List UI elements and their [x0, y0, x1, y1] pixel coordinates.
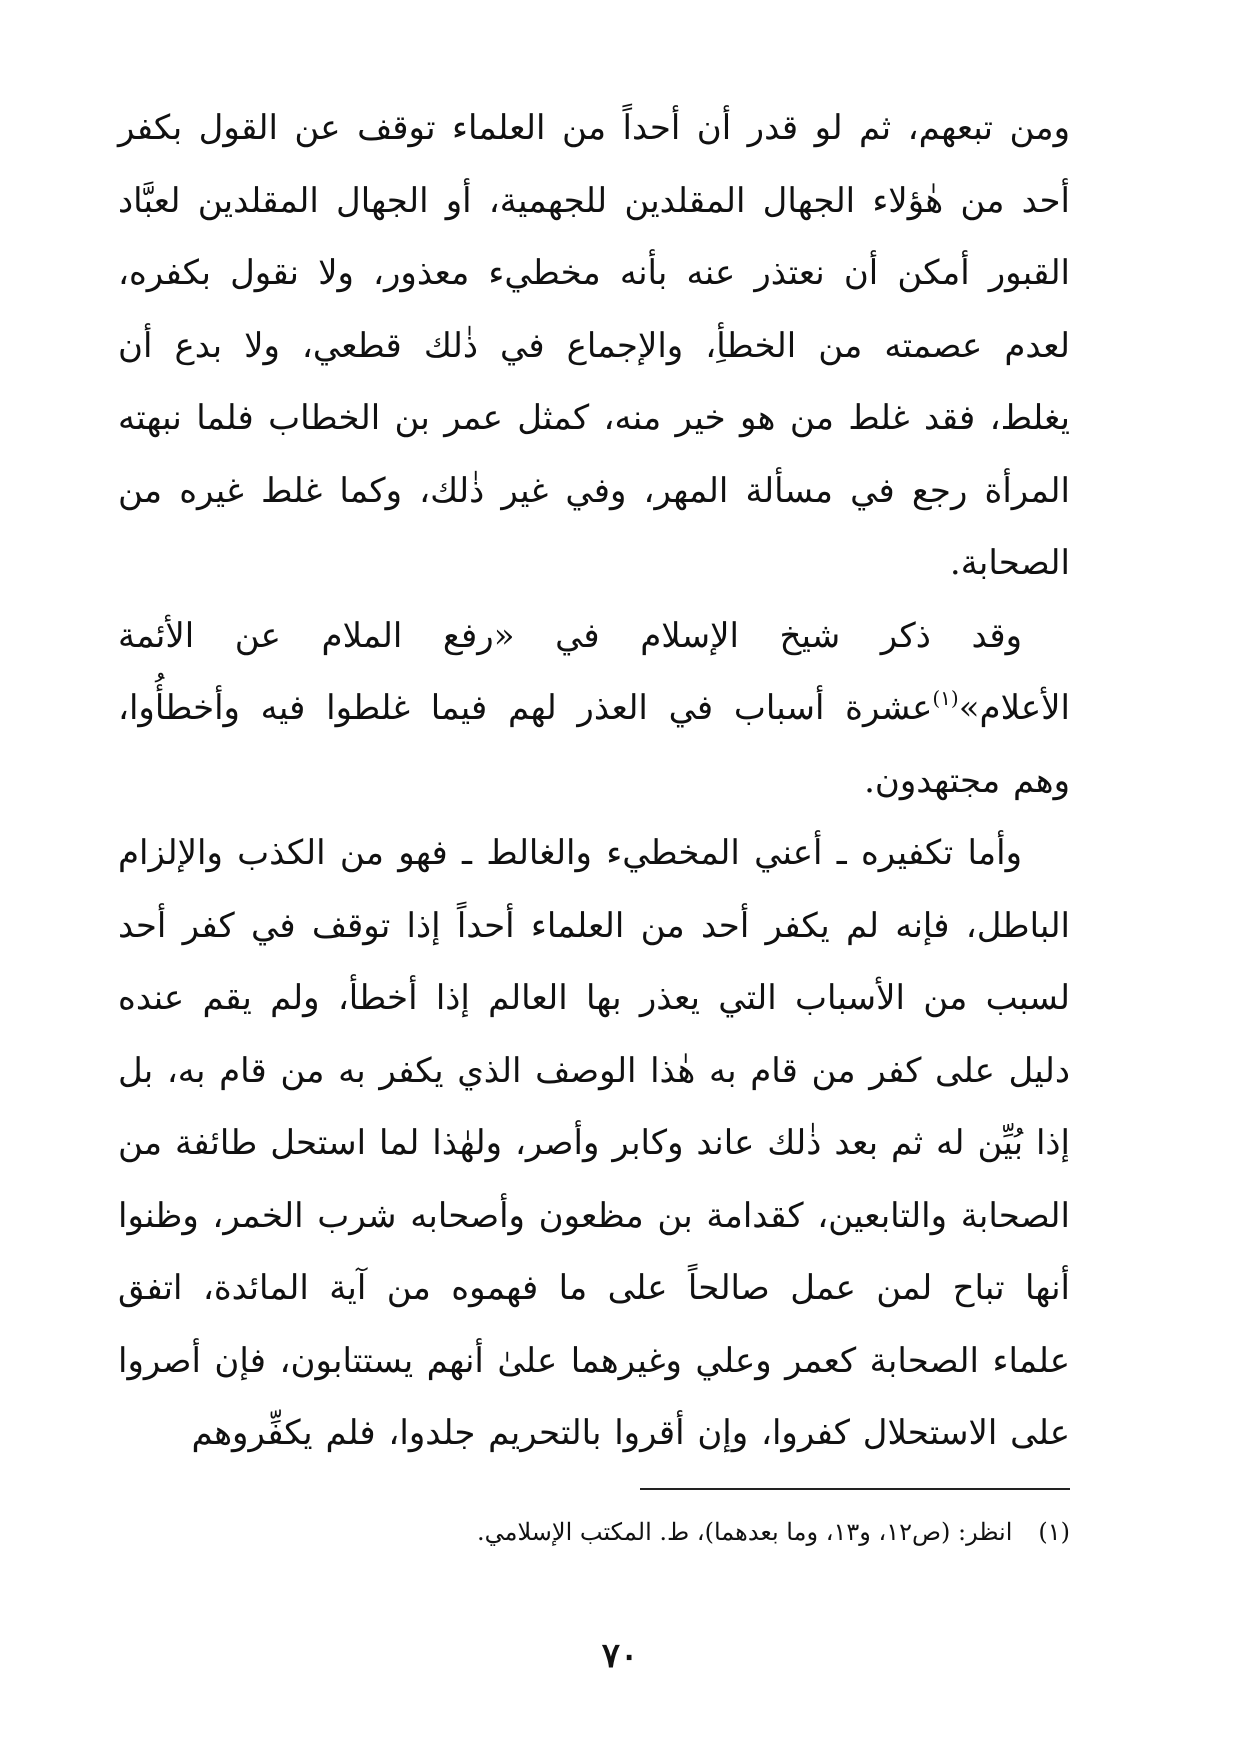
page-number: ٧٠	[601, 1636, 639, 1676]
paragraph-2	[118, 600, 1070, 818]
footnote-divider	[640, 1488, 1070, 1490]
paragraph-2-text-start: وقد ذكر شيخ الإسلام في «رفع الملام عن الأئمة الأعلام»	[118, 615, 1070, 728]
paragraph-1: ومن تبعهم، ثم لو قدر أن أحداً من العلماء توقف عن القول بكفر أحد من هٰؤلاء الجهال المقلدين للجهمية، أو الجهال المقلدين لعبَّاد القبور أمكن أن نعتذر عنه بأنه مخطيء معذور، ولا نقول بكفره، لعدم عصمته من الخطأِ، والإجماع في ذٰلك قطعي، ولا بدع أن يغلط، فقد غلط من هو خير منه، كمثل عمر بن الخطاب فلما نبهته المرأة رجع في مسألة المهر، وفي غير ذٰلك، وكما غلط غيره من الصحابة.	[118, 108, 1070, 583]
main-text	[118, 92, 1070, 1470]
paragraph-2-text-end: عشرة أسباب في العذر لهم فيما غلطوا فيه وأخطأُوا، وهم مجتهدون.	[118, 688, 1070, 801]
footnote-reference[interactable]: (١)	[932, 686, 959, 710]
footnote-number: (١)	[1038, 1518, 1070, 1546]
footnote-text: انظر: (ص١٢، و١٣، وما بعدهما)، ط. المكتب الإسلامي.	[476, 1518, 1013, 1546]
footnote	[118, 1512, 1070, 1552]
paragraph-3: وأما تكفيره ـ أعني المخطيء والغالط ـ فهو من الكذب والإلزام الباطل، فإنه لم يكفر أحد من العلماء أحداً إذا توقف في كفر أحد لسبب من الأسباب التي يعذر بها العالم إذا أخطأ، ولم يقم عنده دليل على كفر من قام به هٰذا الوصف الذي يكفر به من قام به، بل إذا بُيِّن له ثم بعد ذٰلك عاند وكابر وأصر، ولهٰذا لما استحل طائفة من الصحابة والتابعين، كقدامة بن مظعون وأصحابه شرب الخمر، وظنوا أنها تباح لمن عمل صالحاً على ما فهموه من آية المائدة، اتفق علماء الصحابة كعمر وعلي وغيرهما علىٰ أنهم يستتابون، فإن أصروا على الاستحلال كفروا، وإن أقروا بالتحريم جلدوا، فلم يكفِّروهم	[118, 833, 1071, 1453]
